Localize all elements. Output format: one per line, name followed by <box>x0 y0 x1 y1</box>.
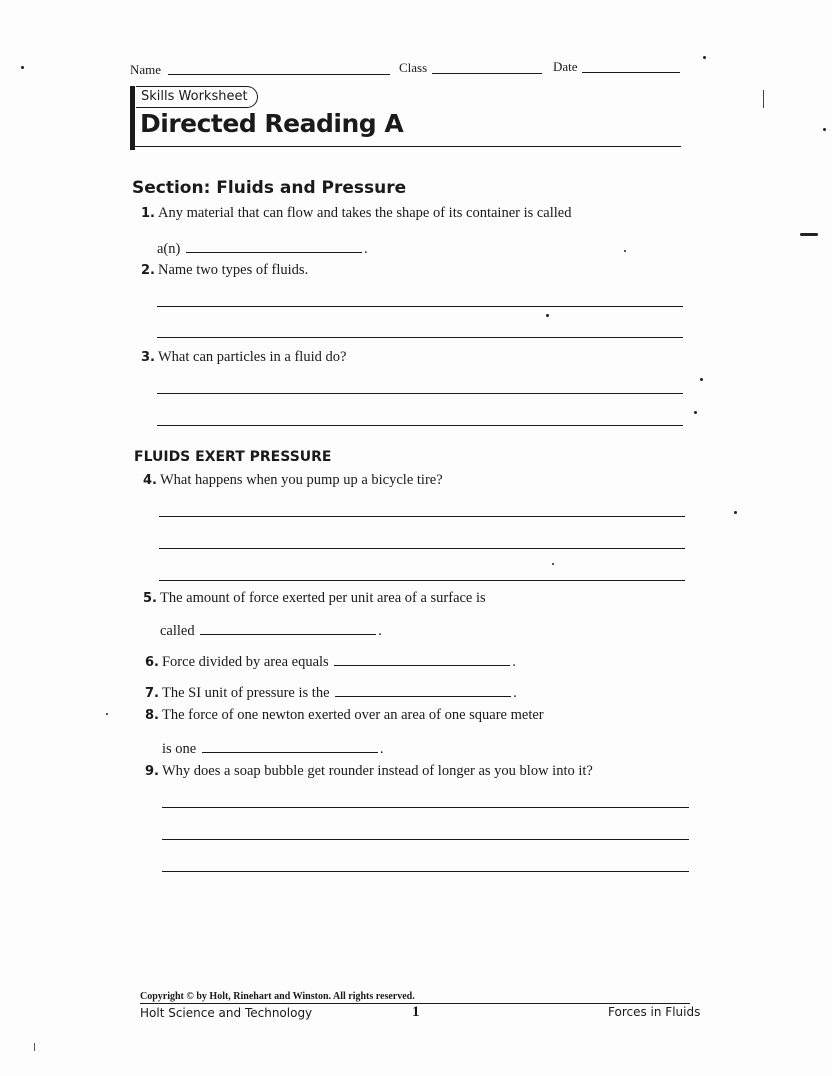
worksheet-tag: Skills Worksheet <box>136 86 258 108</box>
title-bar <box>130 86 135 150</box>
question-4: 4. What happens when you pump up a bicycle tire? <box>143 472 443 488</box>
answer-blank-6[interactable] <box>334 653 510 666</box>
footer-right: Forces in Fluids <box>608 1005 701 1019</box>
name-label: Name <box>130 62 162 77</box>
question-9: 9. Why does a soap bubble get rounder instead of longer as you blow into it? <box>145 763 593 779</box>
answer-line-4b[interactable] <box>159 548 685 549</box>
answer-line-4a[interactable] <box>159 516 685 517</box>
question-3: 3. What can particles in a fluid do? <box>141 349 347 365</box>
name-field[interactable] <box>168 74 390 75</box>
answer-line-4c[interactable] <box>159 580 685 581</box>
scan-mark <box>34 1043 35 1051</box>
date-field[interactable] <box>582 72 680 73</box>
page-number: 1 <box>412 1004 420 1020</box>
question-2: 2. Name two types of fluids. <box>141 262 309 278</box>
class-label: Class <box>399 60 428 75</box>
question-8: 8. The force of one newton exerted over an area of one square meter <box>145 707 544 723</box>
subheading: FLUIDS EXERT PRESSURE <box>134 449 332 465</box>
scan-speck <box>734 511 737 514</box>
answer-blank-1[interactable] <box>186 240 362 253</box>
answer-line-2b[interactable] <box>157 337 683 338</box>
section-title: Section: Fluids and Pressure <box>132 178 407 198</box>
title-rule <box>135 146 681 147</box>
answer-line-2a[interactable] <box>157 306 683 307</box>
class-field[interactable] <box>432 73 542 74</box>
scan-speck <box>703 56 706 59</box>
scan-speck <box>552 563 554 565</box>
footer-left: Holt Science and Technology <box>140 1006 313 1020</box>
answer-line-3a[interactable] <box>157 393 683 394</box>
question-1: 1. Any material that can flow and takes the shape of its container is called <box>141 205 572 221</box>
question-7: 7. The SI unit of pressure is the . <box>145 685 517 701</box>
answer-line-3b[interactable] <box>157 425 683 426</box>
copyright: Copyright © by Holt, Rinehart and Winston. All rights reserved. <box>140 991 415 1002</box>
question-5-answer: called . <box>160 623 382 639</box>
question-5: 5. The amount of force exerted per unit area of a surface is <box>143 590 486 606</box>
answer-line-9a[interactable] <box>162 807 689 808</box>
scan-mark <box>763 90 764 108</box>
answer-line-9c[interactable] <box>162 871 689 872</box>
page-title: Directed Reading A <box>140 109 404 138</box>
scan-speck <box>700 378 703 381</box>
scan-speck <box>106 713 108 715</box>
answer-blank-8[interactable] <box>202 740 378 753</box>
date-label: Date <box>553 59 578 74</box>
question-1-answer: a(n) . <box>157 241 368 257</box>
scan-speck <box>546 314 549 317</box>
scan-speck <box>823 128 826 131</box>
question-6: 6. Force divided by area equals . <box>145 654 516 670</box>
answer-blank-7[interactable] <box>335 684 511 697</box>
scan-mark <box>800 233 818 236</box>
scan-speck <box>21 66 24 69</box>
question-8-answer: is one . <box>162 741 384 757</box>
answer-line-9b[interactable] <box>162 839 689 840</box>
answer-blank-5[interactable] <box>200 622 376 635</box>
scan-speck <box>694 411 697 414</box>
scan-speck <box>624 250 626 252</box>
